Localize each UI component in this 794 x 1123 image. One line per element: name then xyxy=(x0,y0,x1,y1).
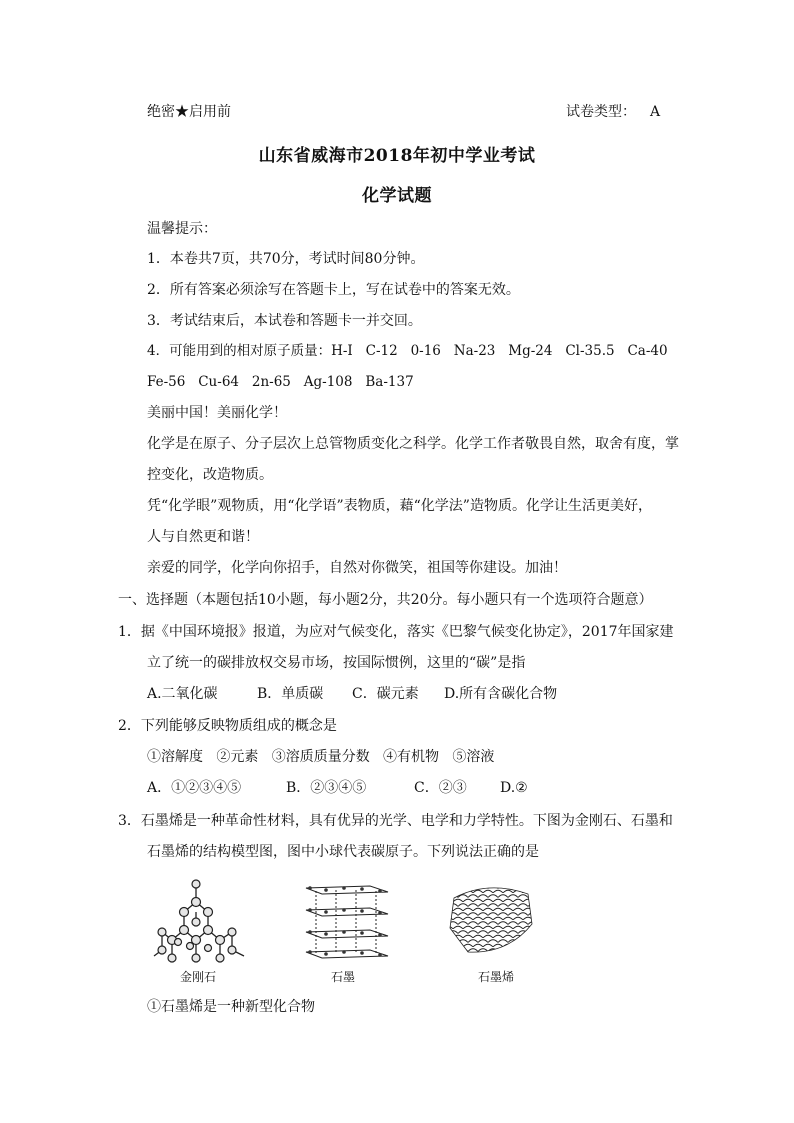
question-1-stem: 立了统一的碳排放权交易市场，按国际惯例，这里的“碳”是指 xyxy=(147,655,526,671)
tips-heading: 温馨提示： xyxy=(147,221,217,237)
tip-item: 2．所有答案必须涂写在答题卡上，写在试卷中的答案无效。 xyxy=(147,282,520,298)
question-1-option-d: D.所有含碳化合物 xyxy=(444,686,558,702)
graphene-structure-figure xyxy=(448,884,534,956)
question-1-option-c: C．碳元素 xyxy=(352,686,419,702)
question-3-stem: 石墨烯的结构模型图，图中小球代表碳原子。下列说法正确的是 xyxy=(147,844,539,860)
tip-item: 3．考试结束后，本试卷和答题卡一并交回。 xyxy=(147,313,422,329)
figure-label-diamond: 金刚石 xyxy=(180,970,217,984)
confidential-label: 绝密★启用前 xyxy=(147,104,231,120)
tip-item: Fe-56 Cu-64 2n-65 Ag-108 Ba-137 xyxy=(147,374,414,390)
intro-slogan: 美丽中国！美丽化学！ xyxy=(147,405,287,421)
intro-paragraph: 凭“化学眼”观物质，用“化学语”表物质，藉“化学法”造物质。化学让生活更美好， xyxy=(147,498,652,514)
paper-type-value: A xyxy=(650,104,661,120)
question-1-option-a: A.二氧化碳 xyxy=(147,686,218,702)
question-1-option-b: B．单质碳 xyxy=(257,686,324,702)
figure-label-graphite: 石墨 xyxy=(331,970,356,984)
figure-label-graphene: 石墨烯 xyxy=(478,970,515,984)
section-heading: 一、选择题（本题包括10小题，每小题2分，共20分。每小题只有一个选项符合题意） xyxy=(118,592,653,608)
question-3-statement-1: ①石墨烯是一种新型化合物 xyxy=(147,999,315,1015)
graphite-structure-figure xyxy=(300,882,392,958)
question-2-option-a: A．①②③④⑤ xyxy=(147,780,242,796)
question-3-stem: 3．石墨烯是一种革命性材料，具有优异的光学、电学和力学特性。下图为金刚石、石墨和 xyxy=(118,813,673,829)
question-2-items: ①溶解度 ②元素 ③溶质质量分数 ④有机物 ⑤溶液 xyxy=(147,749,495,765)
exam-title: 山东省威海市2018年初中学业考试 xyxy=(258,146,536,166)
tip-item: 4．可能用到的相对原子质量：H-I C-12 0-16 Na-23 Mg-24 Cl-35.5 Ca-40 xyxy=(147,343,668,359)
intro-paragraph: 人与自然更和谐！ xyxy=(147,529,259,545)
intro-paragraph: 化学是在原子、分子层次上总管物质变化之科学。化学工作者敬畏自然，取舍有度，掌 xyxy=(147,436,679,452)
intro-paragraph: 亲爱的同学，化学向你招手，自然对你微笑，祖国等你建设。加油！ xyxy=(147,560,567,576)
question-2-option-c: C．②③ xyxy=(414,780,467,796)
tip-item: 1．本卷共7页，共70分，考试时间80分钟。 xyxy=(147,251,425,267)
question-2-option-d: D.② xyxy=(500,780,528,796)
intro-paragraph: 控变化，改造物质。 xyxy=(147,467,273,483)
question-2-option-b: B．②③④⑤ xyxy=(286,780,367,796)
diamond-structure-figure xyxy=(150,876,250,966)
exam-subtitle: 化学试题 xyxy=(362,186,432,206)
question-2-stem: 2．下列能够反映物质组成的概念是 xyxy=(118,718,337,734)
question-1-stem: 1．据《中国环境报》报道，为应对气候变化，落实《巴黎气候变化协定》，2017年国家建 xyxy=(118,624,674,640)
paper-type-label: 试卷类型： xyxy=(566,104,636,120)
